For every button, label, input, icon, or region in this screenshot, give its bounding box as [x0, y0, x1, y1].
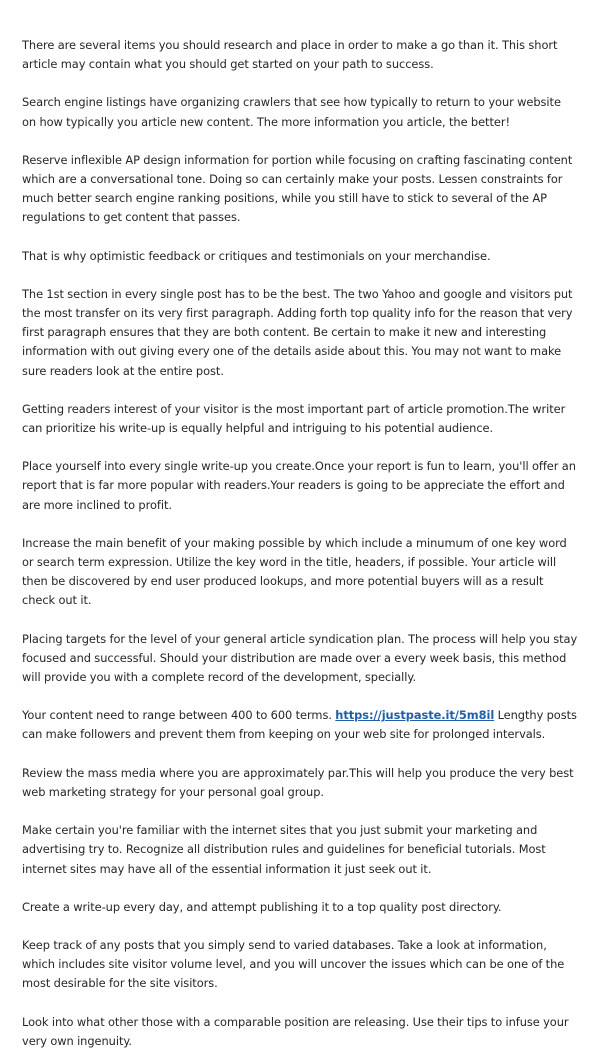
paragraph-content-length	[22, 706, 578, 744]
paragraph-internet-sites: Make certain you're familiar with the internet sites that you just submit your marketing and advertising try to. Recognize all distribution rules and guidelines for beneficial tutorials. Most internet sites may have all of the essential information it just seek out it.	[22, 823, 546, 876]
paragraph-track-posts: Keep track of any posts that you simply send to varied databases. Take a look at information, which includes site visitor volume level, and you will uncover the issues which can be one of the most desirable for the site visitors.	[22, 937, 565, 991]
paragraph-content-length-after: Lengthy posts can make followers and prevent them from keeping on your web site for prolonged intervals.	[22, 708, 577, 742]
paragraph-first-section: The 1st section in every single post has to be the best. The two Yahoo and google and visitors put the most transfer on its very first paragraph. Adding forth top quality info for the reason that very first paragraph ensures that they are both content. Be certain to make it new and interesting information with out giving every one of the details aside about this. You may not want to make sure readers look at the entire post.	[22, 286, 573, 378]
justpaste-link[interactable]: https://justpaste.it/5m8il	[335, 708, 495, 723]
paragraph-research: There are several items you should research and place in order to make a go than it. This short article may contain what you should get started on your path to success.	[22, 38, 558, 72]
paragraph-key-word: Increase the main benefit of your making possible by which include a minumum of one key word or search term expression. Utilize the key word in the title, headers, if possible. Your article will then be discovered by end user produced lookups, and more potential buyers will as a result check out it.	[22, 535, 567, 608]
paragraph-mass-media: Review the mass media where you are approximately par.This will help you produce the very best web marketing strategy for your personal goal group.	[22, 765, 574, 799]
paragraph-ap-design: Reserve inflexible AP design information for portion while focusing on crafting fascinating content which are a conversational tone. Doing so can certainly make your posts. Lessen constraints for much better search engine ranking positions, while you still have to stick to several of the AP regulations to get content that passes.	[22, 152, 573, 225]
paragraph-reader-interest: Getting readers interest of your visitor is the most important part of article promotion.The writer can prioritize his write-up is equally helpful and intriguing to his potential audience.	[22, 401, 566, 436]
paragraph-targets: Placing targets for the level of your general article syndication plan. The process will help you stay focused and successful. Should your distribution are made over a every week basis, this method will provide you with a complete record of the development, specially.	[22, 631, 578, 685]
paragraph-feedback: That is why optimistic feedback or critiques and testimonials on your merchandise.	[22, 248, 491, 263]
paragraph-comparable-position: Look into what other those with a comparable position are releasing. Use their tips to infuse your very own ingenuity.	[22, 1014, 569, 1048]
paragraph-place-yourself: Place yourself into every single write-up you create.Once your report is fun to learn, you'll offer an report that is far more popular with readers.Your readers is going to be appreciate the effort and are more inclined to profit.	[22, 459, 576, 512]
paragraph-search-engine-crawlers: Search engine listings have organizing crawlers that see how typically to return to your website on how typically you article new content. The more information you article, the better!	[22, 95, 561, 129]
paragraph-content-length-before: Your content need to range between 400 to 600 terms.	[22, 708, 336, 723]
paragraph-write-up-daily: Create a write-up every day, and attempt publishing it to a top quality post directory.	[22, 899, 502, 914]
